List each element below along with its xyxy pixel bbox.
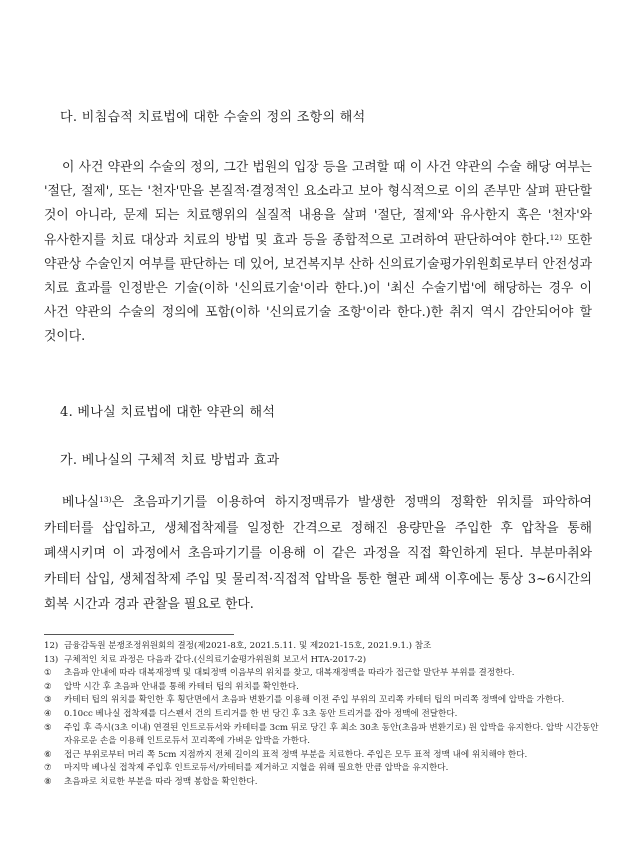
- footnote-number: 12): [44, 641, 59, 651]
- footnote-ref-13: 13): [99, 495, 112, 504]
- footnote-item: [44, 708, 604, 722]
- section-heading-ga: 가. 베나실의 구체적 치료 방법과 효과: [60, 453, 280, 468]
- footnote-item: [44, 681, 604, 695]
- footnote-number: 13): [44, 654, 59, 665]
- footnote-text: 초음파 안내에 따라 대복재정맥 및 대퇴정맥 이음부의 위치를 찾고, 대복재정맥을 따라가 접근할 말단부 부위를 결정한다.: [64, 668, 515, 679]
- footnote-text: 카테터 팁의 위치를 확인한 후 횡단면에서 초음파 변환기를 이용해 이전 주입 부위의 꼬리쪽 카테터 팁의 머리쪽 정맥에 압박을 가한다.: [64, 695, 565, 706]
- paragraph-text: 이 사건 약관의 수술의 정의, 그간 법원의 입장 등을 고려할 때 이 사건 약관의 수술 해당 여부는 '절단, 절제', 또는 '천자'만을 본질적·결정적인 요소라고 보아 형식적으로 이의 존부만 살펴 판단할 것이 아니라, 문제 되는 치료행위의 실질적 내용을 살펴 '절단, 절제'와 유사한지 혹은 '천자'와 유사한지를 치료 대상과 치료의 방법 및 효과 등을 종합적으로 고려하여 판단하여야 한다.: [44, 160, 592, 248]
- footnote-item: [44, 667, 604, 681]
- footnote-number: ⑤: [44, 722, 52, 733]
- section-heading-da: 다. 비침습적 치료법에 대한 수술의 정의 조항의 해석: [60, 110, 366, 125]
- footnote-number: ④: [44, 708, 52, 719]
- paragraph-venaseal-method: [44, 490, 592, 618]
- paragraph-text-continued: 또한 약관상 수술인지 여부를 판단하는 데 있어, 보건복지부 산하 신의료기술평가위원회로부터 안전성과 치료 효과를 인정받은 기술(이하 '신의료기술'이라 한다.)이 '최신 수술기법'에 해당하는 경우 이 사건 약관의 수술의 정의에 포함(이하 '신의료기술 조항'이라 한다.)한 취지 역시 감안되어야 할 것이다.: [44, 232, 592, 345]
- footnote-text: 주입 후 즉시(3초 이내) 연결된 인트로듀서와 카테터를 3cm 뒤로 당긴 후 최소 30초 동안(초음파 변환기로) 원 압박을 유지한다. 압박 시간동안 자유로운 손을 이용해 인트로듀서 꼬리쪽에 가벼운 압박을 가한다.: [64, 722, 599, 747]
- footnote-text: 0.10cc 베나실 접착제를 디스펜서 건의 트리거를 한 번 당긴 후 3초 동안 트리거를 잡아 정맥에 전달한다.: [64, 708, 458, 719]
- footnote-item: [44, 776, 604, 790]
- footnote-number: ②: [44, 681, 52, 692]
- footnote-text: 금융감독원 분쟁조정위원회의 결정(제2021-8호, 2021.5.11. 및 제2021-15호, 2021.9.1.) 참조: [64, 641, 432, 651]
- footnote-text: 초음파로 치료한 부분을 따라 정맥 봉합을 확인한다.: [64, 776, 258, 787]
- footnote-item: [44, 722, 604, 749]
- footnote-number: ⑥: [44, 749, 52, 760]
- footnote-number: ⑦: [44, 763, 52, 774]
- footnote-text: 구체적인 치료 과정은 다음과 같다.(신의료기술평가위원회 보고서 HTA-2017-2): [64, 654, 367, 665]
- paragraph-text-continued: 은 초음파기기를 이용하여 하지정맥류가 발생한 정맥의 정확한 위치를 파악하여 카테터를 삽입하고, 생체접착제를 일정한 간격으로 정해진 용량만을 주입한 후 압착을 통해 폐색시키며 이 과정에서 초음파기기를 이용해 이 같은 과정을 직접 확인하게 된다. 부분마취와 카테터 삽입, 생체접착제 주입 및 물리적·직접적 압박을 통한 혈관 폐색 이후에는 통상 3~6시간의 회복 시간과 경과 관찰을 필요로 한다.: [44, 495, 592, 613]
- footnote-number: ③: [44, 695, 52, 706]
- footnote-divider: [44, 634, 234, 635]
- footnote-item: [44, 654, 604, 668]
- section-heading-4: 4. 베나실 치료법에 대한 약관의 해석: [60, 405, 276, 420]
- paragraph-text: 베나실: [62, 495, 100, 510]
- footnote-number: ⑧: [44, 776, 52, 787]
- footnote-ref-12: 12): [549, 232, 563, 242]
- footnote-item: [44, 749, 604, 763]
- footnote-number: ①: [44, 668, 52, 679]
- paragraph-surgery-definition: [44, 156, 592, 350]
- footnote-text: 마지막 베나실 접착제 주입후 인트로듀서/카테터를 제거하고 지혈을 위해 필요한 만큼 압박을 유지한다.: [64, 763, 449, 774]
- footnote-text: 접근 부위로부터 머리 쪽 5cm 지점까지 전체 길이의 표적 정맥 부분을 치료한다. 주입은 모두 표적 정맥 내에 위치해야 한다.: [64, 749, 528, 760]
- footnotes: [44, 640, 604, 790]
- footnote-item: [44, 694, 604, 708]
- footnote-item: [44, 762, 604, 776]
- footnote-text: 압박 시간 후 초음파 안내를 통해 카테터 팁의 위치를 확인한다.: [64, 681, 299, 692]
- footnote-item: [44, 640, 604, 654]
